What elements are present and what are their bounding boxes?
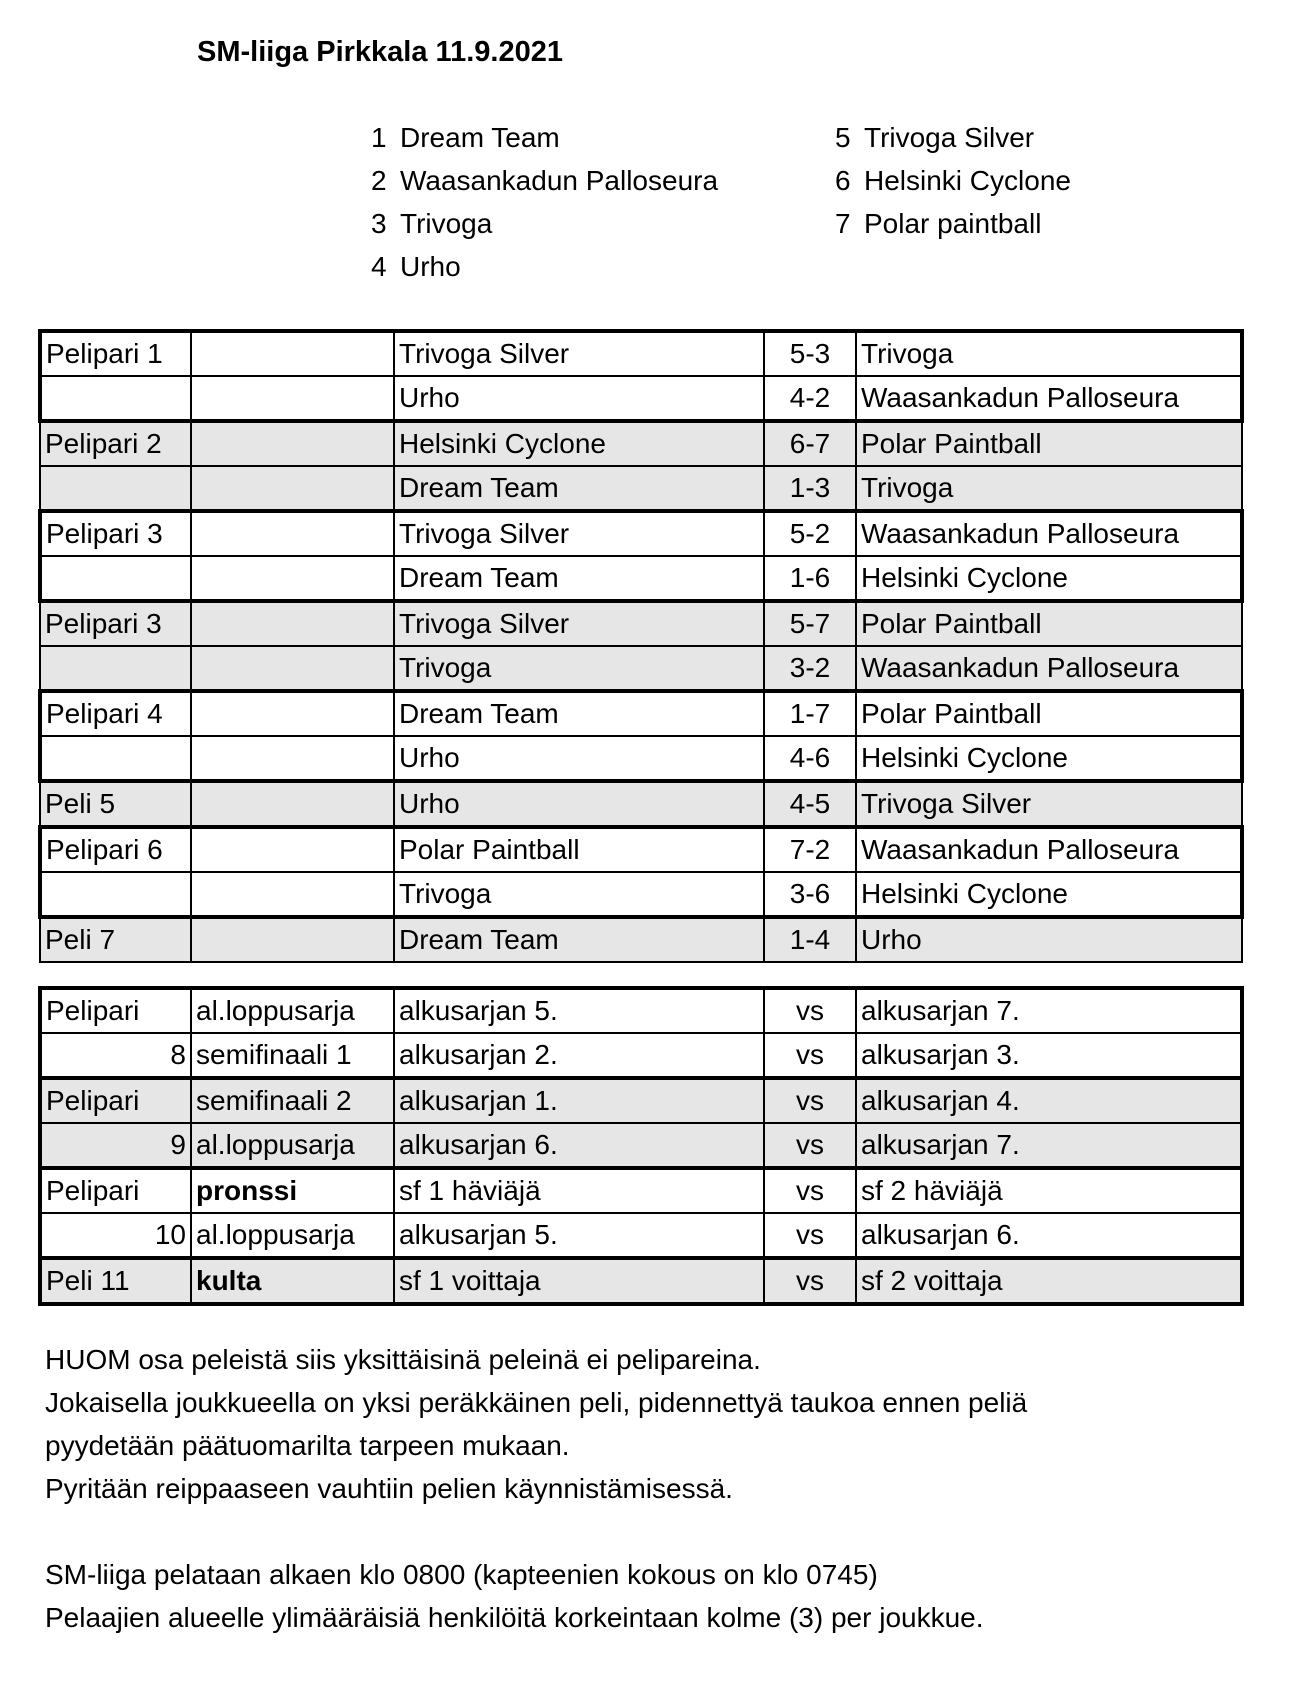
game-label: Peli 7 [40,917,191,962]
game-note [191,556,394,601]
table-row [40,917,1242,962]
versus: vs [764,1258,856,1304]
home-team: Dream Team [394,466,764,511]
table-row [40,988,1242,1033]
home-team: Dream Team [394,691,764,736]
game-label: Pelipari [40,988,191,1033]
table-row [40,511,1242,556]
away-slot: alkusarjan 7. [856,988,1242,1033]
game-stage: semifinaali 1 [191,1033,394,1078]
game-label: Peli 11 [40,1258,191,1304]
game-score: 3-6 [764,872,856,917]
game-note [191,646,394,691]
home-team: Trivoga Silver [394,511,764,556]
team-item [371,159,718,202]
note-line: Jokaisella joukkueella on yksi peräkkäinen peli, pidennettyä taukoa ennen peliä [45,1387,1028,1418]
versus: vs [764,988,856,1033]
table-row [40,1213,1242,1258]
team-number: 2 [371,165,387,196]
game-score: 4-5 [764,781,856,827]
game-score: 1-4 [764,917,856,962]
playoff-schedule-table [38,986,1244,1306]
home-slot: alkusarjan 5. [394,988,764,1033]
game-score: 3-2 [764,646,856,691]
table-row [40,1258,1242,1304]
game-label: Pelipari 4 [40,691,191,736]
home-team: Dream Team [394,917,764,962]
game-stage: al.loppusarja [191,1123,394,1168]
away-slot: alkusarjan 3. [856,1033,1242,1078]
game-note [191,331,394,376]
game-stage: semifinaali 2 [191,1078,394,1123]
game-label: Pelipari 6 [40,827,191,872]
game-note [191,421,394,466]
game-label: 10 [40,1213,191,1258]
game-stage: kulta [191,1258,394,1304]
team-number: 7 [835,208,851,239]
away-slot: alkusarjan 7. [856,1123,1242,1168]
home-slot: sf 1 voittaja [394,1258,764,1304]
team-item [835,202,1071,245]
game-note [191,827,394,872]
away-team: Trivoga [856,331,1242,376]
home-team: Urho [394,376,764,421]
team-number: 1 [371,122,387,153]
versus: vs [764,1033,856,1078]
note-line: SM-liiga pelataan alkaen klo 0800 (kapteenien kokous on klo 0745) [45,1559,878,1590]
page-title: SM-liiga Pirkkala 11.9.2021 [197,36,563,68]
table-row [40,736,1242,781]
home-team: Trivoga [394,872,764,917]
home-team: Trivoga Silver [394,331,764,376]
game-label [40,556,191,601]
home-slot: alkusarjan 2. [394,1033,764,1078]
game-note [191,781,394,827]
away-team: Helsinki Cyclone [856,736,1242,781]
table-row [40,691,1242,736]
home-team: Trivoga Silver [394,601,764,646]
home-slot: sf 1 häviäjä [394,1168,764,1213]
team-item [835,159,1071,202]
team-number: 3 [371,208,387,239]
versus: vs [764,1123,856,1168]
away-team: Waasankadun Palloseura [856,646,1242,691]
versus: vs [764,1213,856,1258]
notes-block-2 [45,1553,984,1639]
game-note [191,511,394,556]
game-note [191,917,394,962]
versus: vs [764,1078,856,1123]
game-score: 7-2 [764,827,856,872]
game-score: 6-7 [764,421,856,466]
game-note [191,466,394,511]
table-row [40,376,1242,421]
game-label: Pelipari 1 [40,331,191,376]
away-team: Polar Paintball [856,691,1242,736]
game-label [40,376,191,421]
game-score: 4-2 [764,376,856,421]
away-slot: alkusarjan 6. [856,1213,1242,1258]
table-row [40,556,1242,601]
team-list-right [835,116,1071,245]
table-row [40,781,1242,827]
away-slot: sf 2 voittaja [856,1258,1242,1304]
team-item [835,116,1071,159]
away-team: Helsinki Cyclone [856,556,1242,601]
game-label: Pelipari 3 [40,601,191,646]
game-label: 8 [40,1033,191,1078]
team-number: 5 [835,122,851,153]
game-note [191,376,394,421]
away-slot: sf 2 häviäjä [856,1168,1242,1213]
game-stage: pronssi [191,1168,394,1213]
table-row [40,1123,1242,1168]
group-schedule-table [38,329,1244,963]
game-stage: al.loppusarja [191,988,394,1033]
table-row [40,421,1242,466]
game-stage: al.loppusarja [191,1213,394,1258]
table-row [40,1033,1242,1078]
table-row [40,331,1242,376]
game-score: 5-3 [764,331,856,376]
notes-block-1 [45,1338,1027,1510]
note-line: Pyritään reippaaseen vauhtiin pelien käynnistämisessä. [45,1473,733,1504]
game-note [191,601,394,646]
home-team: Urho [394,781,764,827]
game-score: 5-7 [764,601,856,646]
table-row [40,827,1242,872]
table-row [40,872,1242,917]
table-row [40,601,1242,646]
game-label: Pelipari 3 [40,511,191,556]
team-name: Dream Team [400,122,560,153]
game-label [40,736,191,781]
game-label: 9 [40,1123,191,1168]
game-label [40,646,191,691]
game-label [40,872,191,917]
team-number: 4 [371,251,387,282]
game-score: 5-2 [764,511,856,556]
table-row [40,646,1242,691]
away-team: Waasankadun Palloseura [856,827,1242,872]
table-row [40,466,1242,511]
home-slot: alkusarjan 5. [394,1213,764,1258]
note-line: pyydetään päätuomarilta tarpeen mukaan. [45,1430,570,1461]
home-slot: alkusarjan 6. [394,1123,764,1168]
team-name: Waasankadun Palloseura [400,165,719,196]
home-team: Urho [394,736,764,781]
note-line: HUOM osa peleistä siis yksittäisinä peleinä ei pelipareina. [45,1344,761,1375]
away-team: Helsinki Cyclone [856,872,1242,917]
away-team: Polar Paintball [856,421,1242,466]
table-row [40,1168,1242,1213]
home-slot: alkusarjan 1. [394,1078,764,1123]
team-name: Helsinki Cyclone [864,165,1071,196]
home-team: Helsinki Cyclone [394,421,764,466]
game-note [191,872,394,917]
home-team: Polar Paintball [394,827,764,872]
team-number: 6 [835,165,851,196]
game-label: Peli 5 [40,781,191,827]
game-note [191,691,394,736]
game-label: Pelipari 2 [40,421,191,466]
team-item [371,202,718,245]
game-score: 1-7 [764,691,856,736]
note-line: Pelaajien alueelle ylimääräisiä henkilöitä korkeintaan kolme (3) per joukkue. [45,1602,984,1633]
away-team: Waasankadun Palloseura [856,376,1242,421]
away-team: Trivoga Silver [856,781,1242,827]
away-team: Waasankadun Palloseura [856,511,1242,556]
game-label: Pelipari [40,1168,191,1213]
home-team: Dream Team [394,556,764,601]
game-score: 1-6 [764,556,856,601]
game-score: 4-6 [764,736,856,781]
team-list-left [371,116,718,288]
table-row [40,1078,1242,1123]
away-slot: alkusarjan 4. [856,1078,1242,1123]
team-name: Polar paintball [864,208,1042,239]
game-label [40,466,191,511]
team-name: Trivoga Silver [864,122,1035,153]
versus: vs [764,1168,856,1213]
team-name: Urho [400,251,461,282]
game-label: Pelipari [40,1078,191,1123]
game-score: 1-3 [764,466,856,511]
game-note [191,736,394,781]
team-item [371,116,718,159]
away-team: Polar Paintball [856,601,1242,646]
home-team: Trivoga [394,646,764,691]
team-name: Trivoga [400,208,493,239]
away-team: Urho [856,917,1242,962]
away-team: Trivoga [856,466,1242,511]
team-item [371,245,718,288]
